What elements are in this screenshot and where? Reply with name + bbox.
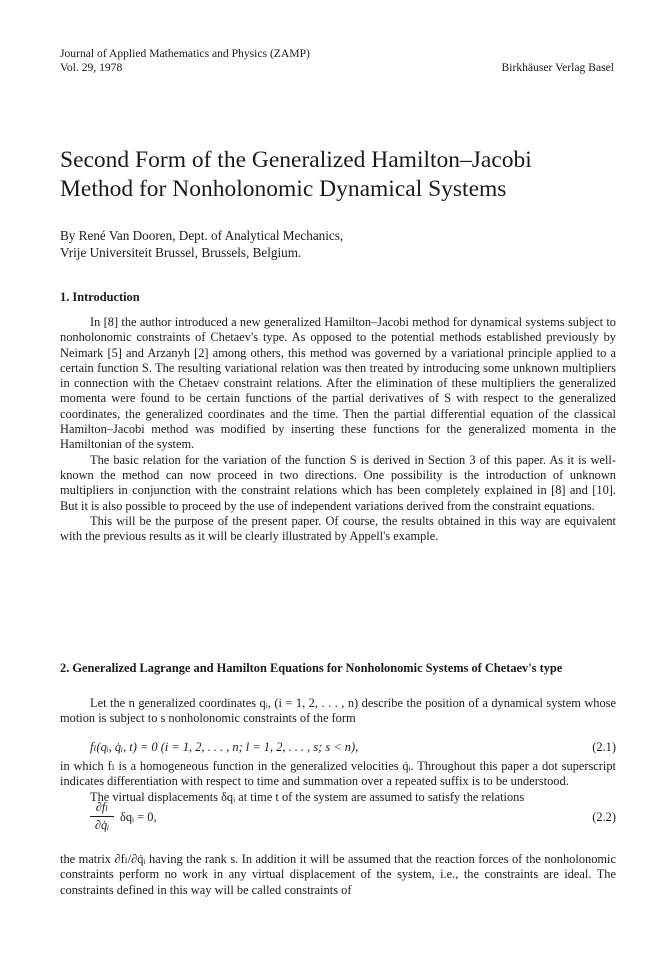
equation-2-2-fraction	[90, 800, 114, 833]
section-2-heading: 2. Generalized Lagrange and Hamilton Equations for Nonholonomic Systems of Chetaev's type	[60, 661, 563, 675]
equation-2-1	[60, 739, 616, 755]
fraction-numerator: ∂fₗ	[95, 800, 109, 814]
section-2-paragraph-1	[60, 696, 616, 727]
section-2-paragraph-4: the matrix ∂fₗ/∂q̇ᵢ having the rank s. In addition it will be assumed that the reaction forces of the nonholonomic constraints perform no work in any virtual displacement of the system, i.e., the constraints are ideal. The constraints defined in this way will be called constraints of	[60, 852, 616, 897]
byline-line-1: By René Van Dooren, Dept. of Analytical Mechanics,	[60, 228, 344, 243]
section-2-paragraph-2: in which fₗ is a homogeneous function in the generalized velocities q̇ᵢ. Throughout this paper a dot superscript indicates differentiation with respect to time and summation over a repeated suffix is to be understood.	[60, 759, 616, 789]
title-line-2: Method for Nonholonomic Dynamical Systems	[60, 176, 507, 202]
equation-2-1-number: (2.1)	[592, 740, 616, 754]
equation-2-2-number: (2.2)	[592, 810, 616, 824]
equation-2-1-expression: fₗ(qᵢ, q̇ᵢ, t) = 0 (i = 1, 2, . . . , n; l = 1, 2, . . . , s; s < n),	[90, 740, 359, 754]
fraction-denominator: ∂q̇ᵢ	[94, 818, 110, 832]
section-2-paragraph-1-text: Let the n generalized coordinates qᵢ, (i = 1, 2, . . . , n) describe the position of a dynamical system whose motion is subject to s nonholonomic constraints of the form	[60, 696, 616, 726]
journal-name: Journal of Applied Mathematics and Physics (ZAMP)	[60, 47, 310, 60]
journal-header	[60, 47, 310, 75]
author-byline	[60, 227, 343, 261]
section-1-paragraph-3: This will be the purpose of the present paper. Of course, the results obtained in this way are equivalent with the previous results as it will be clearly illustrated by Appell's example.	[60, 513, 616, 544]
byline-line-2: Vrije Universiteit Brussel, Brussels, Belgium.	[60, 245, 302, 260]
section-1-paragraph-1: In [8] the author introduced a new generalized Hamilton–Jacobi method for dynamical systems subject to nonholonomic constraints of Chetaev's type. As opposed to the potential methods established previously by Neimark [5] and Arzanyh [2] among others, this method was governed by a variational principle applied to a certain function S. The resulting variational relation was then treated by introducing some unknown multipliers in connection with the Chetaev constraint relations. After the elimination of these multipliers the generalized momenta were found to be certain functions of the partial derivatives of S with respect to the generalized coordinates, the generalized coordinates and the time. Then the partial differential equation of the classical Hamilton–Jacobi method was modified by inserting these functions for the generalized momenta in the Hamiltonian of the system.	[60, 315, 616, 452]
section-1-heading: 1. Introduction	[60, 290, 140, 304]
equation-2-2-rhs: δqᵢ = 0,	[120, 810, 157, 824]
fraction-bar	[90, 816, 114, 817]
section-1-body	[60, 315, 616, 544]
paper-title	[60, 146, 620, 204]
section-2-body	[60, 759, 616, 805]
equation-2-2	[60, 800, 616, 842]
title-line-1: Second Form of the Generalized Hamilton–Jacobi	[60, 147, 532, 173]
section-1-paragraph-2: The basic relation for the variation of the function S is derived in Section 3 of this paper. As it is well-known the method can now proceed in two directions. One possibility is the introduction of unknown multipliers in conjunction with the constraint relations which has been completely explained in [8] and [10]. But it is also possible to proceed by the use of independent variations derived from the constraint equations.	[60, 452, 616, 513]
journal-volume: Vol. 29, 1978	[60, 61, 123, 74]
section-2-paragraph-4-block	[60, 852, 616, 898]
section-2-paragraph-3: The virtual displacements δqᵢ at time t of the system are assumed to satisfy the relations	[90, 789, 525, 804]
publisher-name: Birkhäuser Verlag Basel	[501, 61, 614, 74]
